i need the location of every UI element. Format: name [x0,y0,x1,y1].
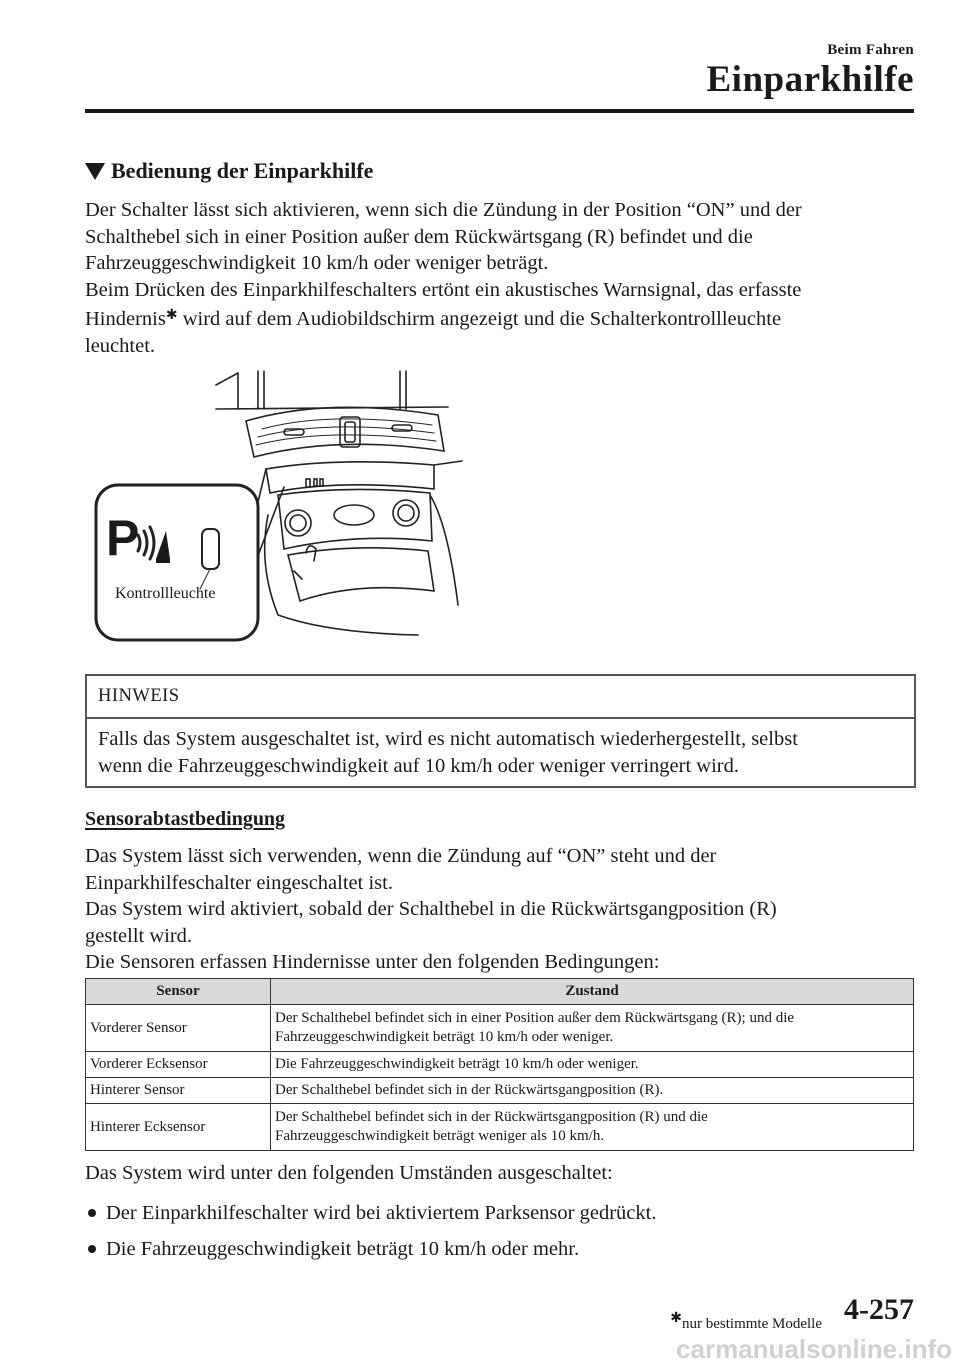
table-cell-state: Der Schalthebel befindet sich in der Rückwärtsgangposition (R). [271,1078,914,1104]
note-box [85,674,916,788]
page-number: 4-257 [844,1293,914,1326]
note-line: wenn die Fahrzeuggeschwindigkeit auf 10 km/h oder weniger verringert wird. [98,754,739,777]
indicator-callout-label: Kontrollleuchte [115,585,216,602]
intro-line: Der Schalter lässt sich aktivieren, wenn sich die Zündung in der Position “ON” und der [85,199,802,221]
conditions-line: Einparkhilfeschalter eingeschaltet ist. [85,871,393,894]
header-rule [85,109,914,113]
list-item [88,1200,656,1226]
state-line: Fahrzeuggeschwindigkeit beträgt 10 km/h oder weniger. [275,1029,614,1045]
state-line: Der Schalthebel befindet sich in der Rückwärtsgangposition (R) und die [275,1109,708,1125]
conditions-line: Die Sensoren erfassen Hindernisse unter den folgenden Bedingungen: [85,951,660,973]
watermark: carmanualsonline.info [676,1334,952,1364]
intro-line: Schalthebel sich in einer Position außer dem Rückwärtsgang (R) befindet und die [85,225,753,248]
intro-text: Hindernis [85,308,166,330]
subsection-title: Sensorabtastbedingung [85,808,286,830]
table-cell-state [271,1104,914,1151]
intro-paragraph [85,197,915,359]
table-cell-sensor: Hinterer Sensor [86,1078,271,1104]
conditions-line: Das System wird aktiviert, sobald der Schalthebel in die Rückwärtsgangposition (R) [85,898,777,920]
table-cell-sensor: Vorderer Sensor [86,1005,271,1052]
sensor-table [85,978,914,1151]
table-header-row [86,979,914,1005]
section-title: Bedienung der Einparkhilfe [111,158,374,183]
list-item [88,1236,579,1262]
list-item-text: Der Einparkhilfeschalter wird bei aktiviertem Parksensor gedrückt. [106,1202,657,1224]
conditions-paragraph [85,843,915,976]
bullet-dot-icon [88,1245,96,1253]
state-line: Der Schalthebel befindet sich in einer Position außer dem Rückwärtsgang (R); und die [275,1010,795,1026]
conditions-line: gestellt wird. [85,924,193,947]
bullet-dot-icon [88,1209,96,1217]
intro-line: Fahrzeuggeschwindigkeit 10 km/h oder weniger beträgt. [85,252,549,274]
page-title: Einparkhilfe [706,59,914,100]
asterisk-icon: ✱ [670,1311,683,1326]
table-cell-state: Die Fahrzeuggeschwindigkeit beträgt 10 km/h oder weniger. [271,1052,914,1078]
table-header-sensor: Sensor [86,979,271,1005]
off-conditions-intro: Das System wird unter den folgenden Umständen ausgeschaltet: [85,1162,613,1184]
table-header-state: Zustand [271,979,914,1005]
note-line: Falls das System ausgeschaltet ist, wird es nicht automatisch wiederhergestellt, selbst [98,728,798,750]
table-row [86,1104,914,1151]
asterisk-icon: ✱ [165,308,178,323]
dashboard-figure [88,365,478,645]
section-heading [85,158,373,184]
table-cell-sensor: Hinterer Ecksensor [86,1104,271,1151]
switch-p-label: P [106,510,140,566]
intro-line: Beim Drücken des Einparkhilfeschalters ertönt ein akustisches Warnsignal, das erfasste [85,278,802,301]
triangle-bullet-icon [85,163,105,180]
table-cell-sensor: Vorderer Ecksensor [86,1052,271,1078]
table-cell-state [271,1005,914,1052]
table-row [86,1052,914,1078]
footer-note-text: nur bestimmte Modelle [682,1316,822,1332]
list-item-text: Die Fahrzeuggeschwindigkeit beträgt 10 km/h oder mehr. [106,1238,580,1260]
state-line: Fahrzeuggeschwindigkeit beträgt weniger als 10 km/h. [275,1128,605,1144]
conditions-line: Das System lässt sich verwenden, wenn die Zündung auf “ON” steht und der [85,845,717,867]
note-title: HINWEIS [87,676,914,719]
footer-note [670,1310,822,1333]
table-row [86,1078,914,1104]
header-section: Beim Fahren [827,42,914,58]
intro-line: leuchtet. [85,334,156,357]
table-row [86,1005,914,1052]
note-body [87,719,914,779]
intro-text: wird auf dem Audiobildschirm angezeigt und die Schalterkontrollleuchte [177,308,782,330]
intro-line [85,303,915,333]
